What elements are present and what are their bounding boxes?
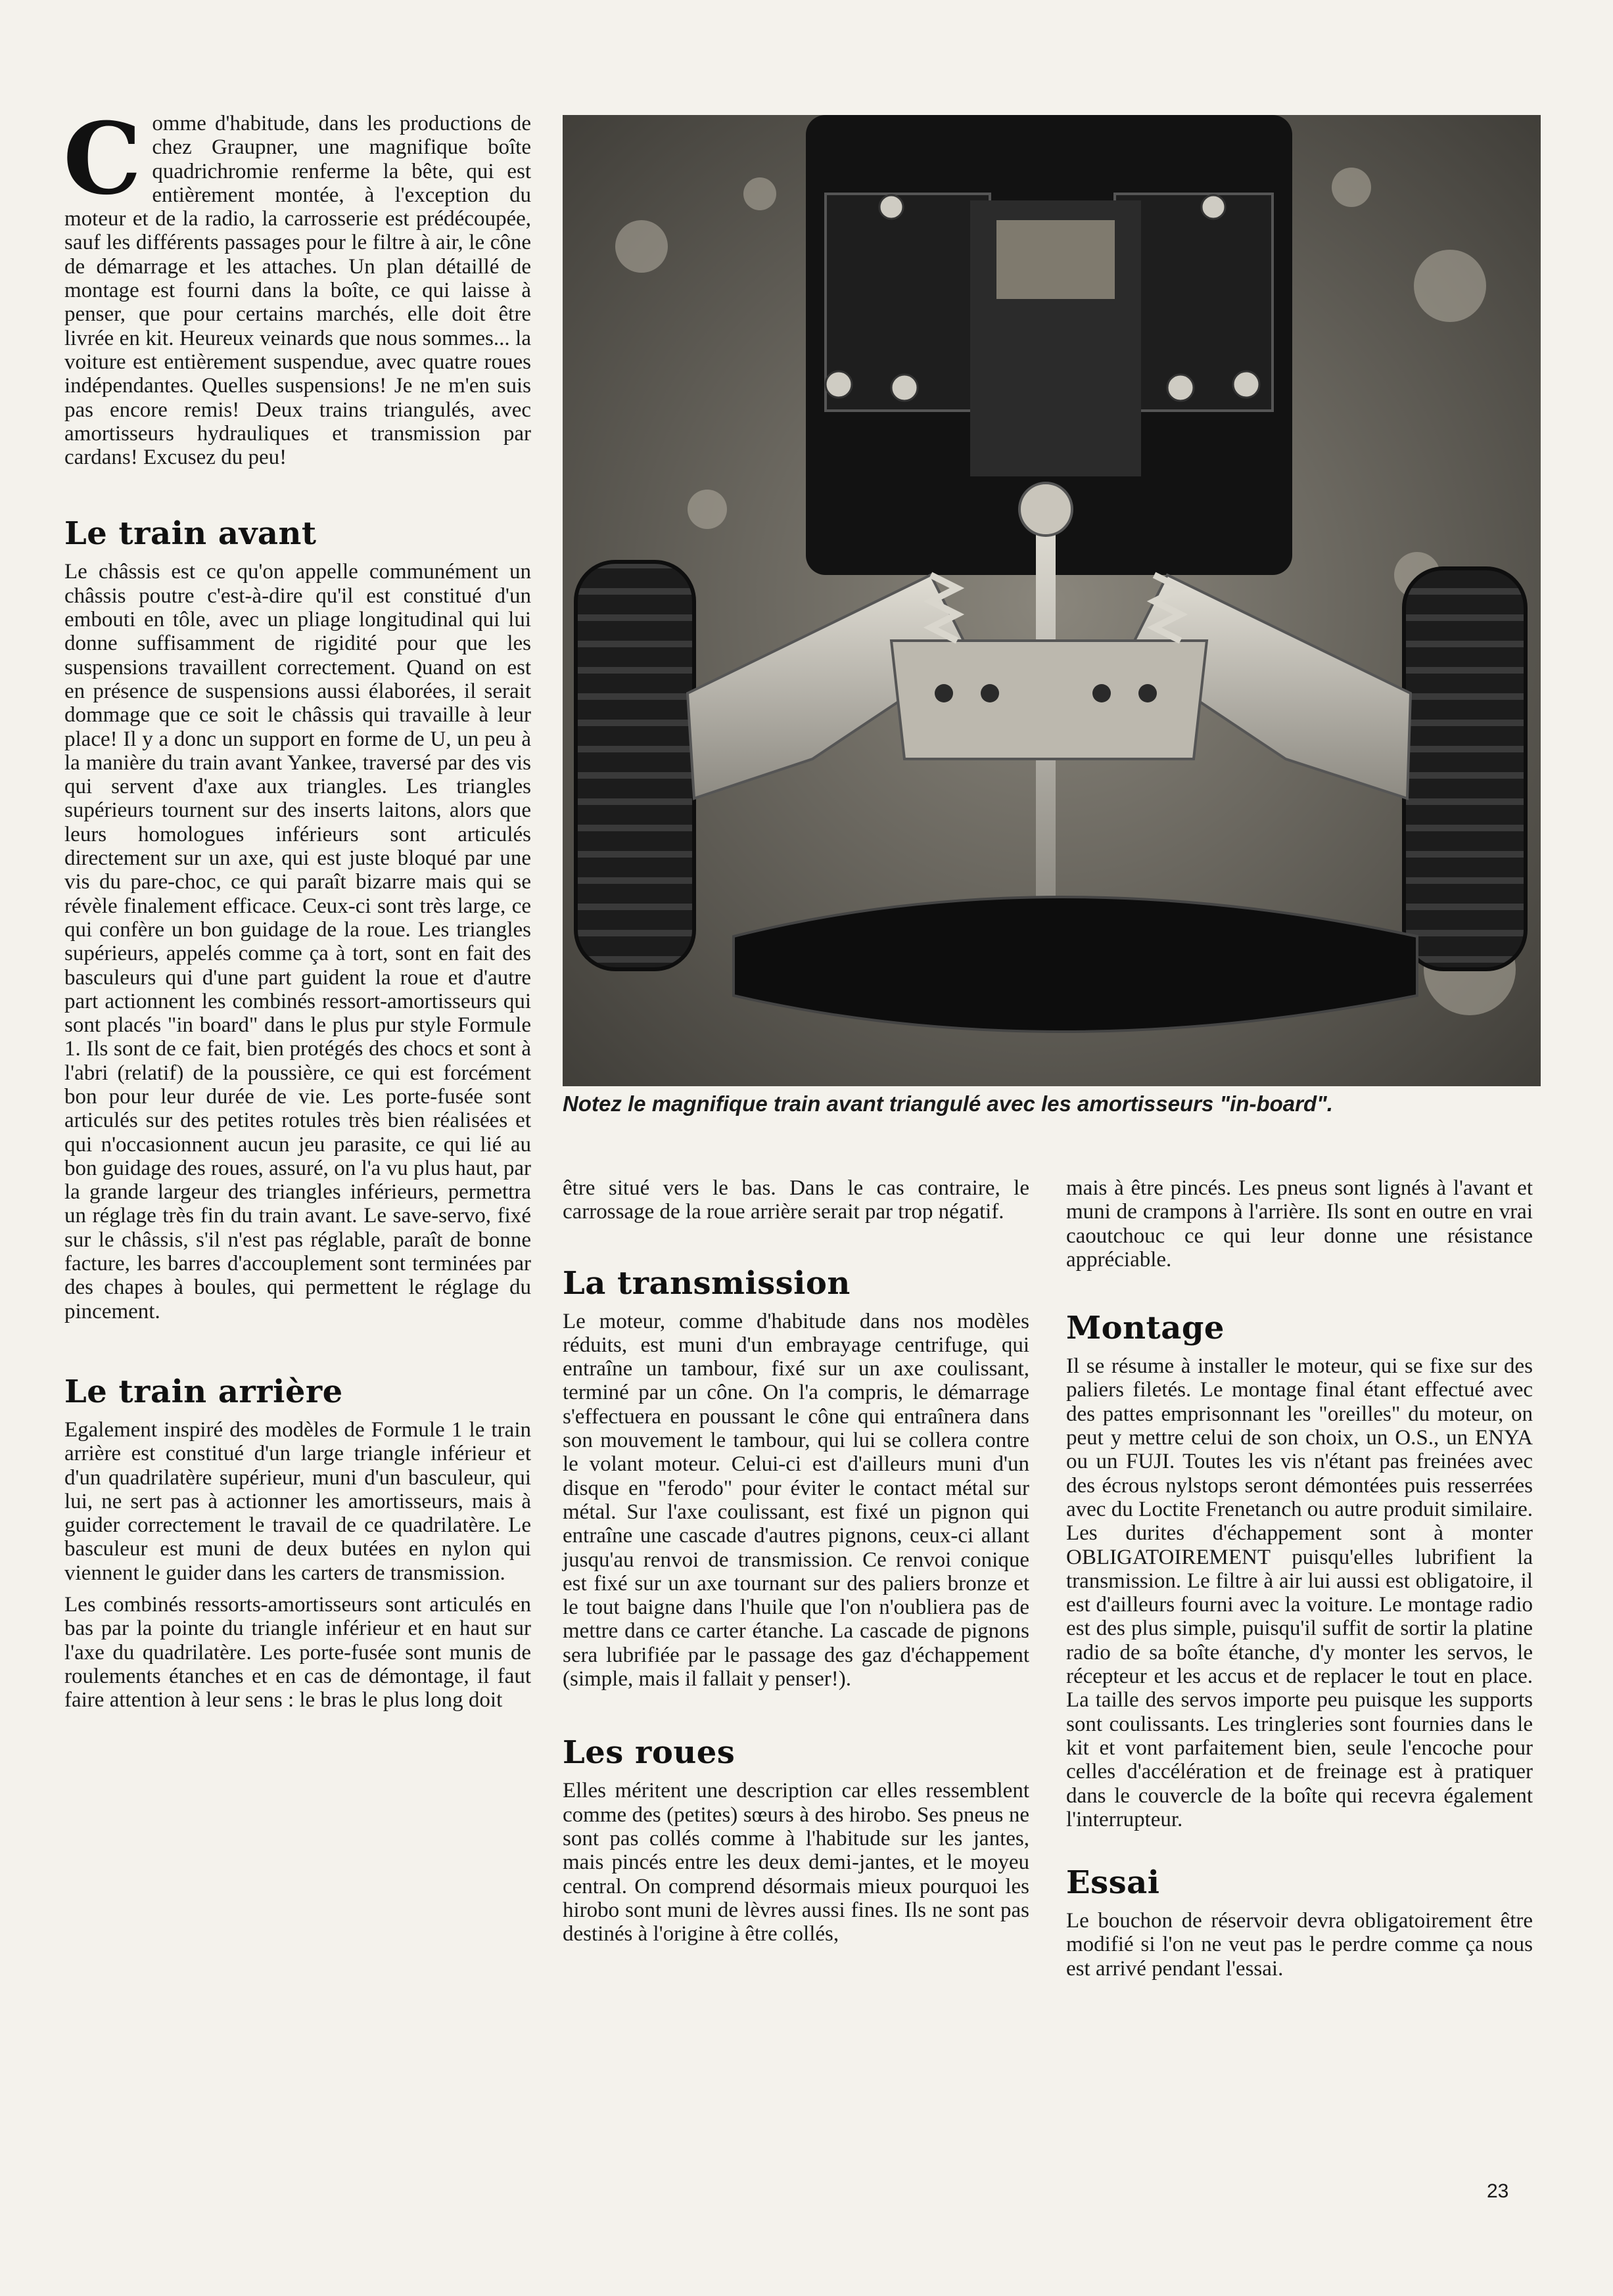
train-avant-text: Le châssis est ce qu'on appelle communément un châssis poutre c'est-à-dire qu'il est constitué d'un embouti en tôle, avec un pliage longitudinal qui lui donne suffisamment de rigidité pour que les suspensions travaillent correctement. Quand on est en présence de suspensions aussi élaborées, il serait dommage que ce soit le châssis qui travaille à leur place! Il y a donc un support en forme de U, un peu à la manière du train avant Yankee, traversé par des vis qui servent d'axe aux triangles. Les triangles supérieurs tournent sur des inserts laitons, alors que leurs homologues inférieurs sont articulés directement sur un axe, qui est juste bloqué par une vis du pare-choc, ce qui paraît bizarre mais qui se révèle finalement efficace. Ceux-ci sont très large, ce qui confère un bon guidage de la roue. Les triangles supérieurs, appelés comme ça à tort, sont en fait des basculeurs qui d'une part guident la roue et d'autre part actionnent les combinés ressort-amortisseurs qui sont placés "in board" dans le plus pur style Formule 1. Ils sont de ce fait, bien protégés des chocs et sont à l'abri (relatif) de la poussière, ce qui est forcément bon pour leur durée de vie. Les porte-fusée sont articulés sur des petites rotules très bien réalisées et qui n'occasionnent aucun jeu parasite, ce qui lié au bon guidage des roues, assuré, on l'a vu plus haut, par la grande largeur des triangles inférieurs, permettra un réglage très fin du train avant. Le save-servo, fixé sur le châssis, s'il n'est pas réglable, paraît de bonne facture, les barres d'accouplement sont terminées par des chapes à boules, qui permettent le réglage du pincement. <box>64 560 531 1323</box>
essai-text: Le bouchon de réservoir devra obligatoirement être modifié si l'on ne veut pas le perdre comme ça nous est arrivé pendant l'essai. <box>1066 1909 1533 1981</box>
intro-text: omme d'habitude, dans les productions de chez Graupner, une magnifique boîte quadrichromie renferme la bête, qui est entièrement montée, à l'exception du moteur et de la radio, la carrosserie est prédécoupée, sauf les différents passages pour le filtre à air, le cône de démarrage et les attaches. Un plan détaillé de montage est fourni dans la boîte, ce qui laisse à penser, que pour certains marchés, elle doit être livrée en kit. Heureux veinards que nous sommes... la voiture est entièrement suspendue, avec quatre roues indépendantes. Quelles suspensions! Je ne m'en suis pas encore remis! Deux trains triangulés, avec amortisseurs hydrauliques et transmission par cardans! Excusez du peu! <box>64 112 531 470</box>
col3-continuation: mais à être pincés. Les pneus sont lignés à l'avant et muni de crampons à l'arrière. Ils sont en outre en vrai caoutchouc ce qui leur donne une résistance appréciable. <box>1066 1176 1533 1272</box>
intro-paragraph <box>63 101 531 470</box>
photo-caption: Notez le magnifique train avant triangulé avec les amortisseurs "in-board". <box>563 1091 1333 1116</box>
montage-text: Il se résume à installer le moteur, qui se fixe sur des paliers filetés. Le montage final étant effectué avec des pattes emprisonnant les "oreilles" du moteur, on peut y mettre celui de son choix, un O.S., un ENYA ou un FUJI. Toutes les vis n'étant pas freinées avec des écrous nylstops seront démontées puis resserrées avec du Loctite Frenetanch ou autre produit similaire. Les durites d'échappement sont à monter OBLIGATOIREMENT puisqu'elles lubrifient la transmission. Le filtre à air lui aussi est obligatoire, il est d'ailleurs fourni avec la voiture. Le montage radio est des plus simple, puisqu'il suffit de sortir la platine radio de sa boîte étanche, d'y monter les servos, le récepteur et les accus et de replacer le tout en place. La taille des servos importe peu puisque les supports sont coulissants. Les tringleries sont fournies dans le kit et vont parfaitement bien, seule l'encoche pour celles d'accélération et de freinage est à pratiquer dans le couvercle de la boîte qui recevra également l'interrupteur. <box>1066 1354 1533 1831</box>
column-middle <box>563 1176 1029 1946</box>
heading-train-avant: Le train avant <box>64 515 317 553</box>
transmission-text: Le moteur, comme d'habitude dans nos modèles réduits, est muni d'un embrayage centrifuge, qui entraîne un tambour, fixé sur un axe coulissant, terminé par un cône. On l'a compris, le démarrage s'effectuera en poussant le cône qui entraînera dans son mouvement le tambour, qui lui se collera contre le volant moteur. Celui-ci est d'ailleurs muni d'un disque en "ferodo" pour éviter le contact métal sur métal. Sur l'axe coulissant, est fixé un pignon qui entraîne une cascade d'autres pignons, ceux-ci allant jusqu'au renvoi de transmission. Ce renvoi conique est fixé sur un axe tournant sur des paliers bronze et le tout baigne dans l'huile que l'on n'oubliera pas de mettre dans ce carter étanche. La cascade de pignons sera lubrifiée par le passage des gaz d'échappement (simple, mais il fallait y penser!). <box>563 1309 1029 1691</box>
col2-continuation: être situé vers le bas. Dans le cas contraire, le carrossage de la roue arrière serait par trop négatif. <box>563 1176 1029 1224</box>
roues-text: Elles méritent une description car elles ressemblent comme des (petites) sœurs à des hirobo. Ses pneus ne sont pas collés comme à l'habitude sur les jantes, mais pincés entre les deux demi-jantes, et le moyeu central. On comprend désormais mieux pourquoi les hirobo sont muni de lèvres aussi fines. Ils ne sont pas destinés à l'origine à être collés, <box>563 1779 1029 1946</box>
car-chassis-photo <box>563 115 1541 1086</box>
heading-transmission: La transmission <box>563 1264 851 1302</box>
page-number: 23 <box>1487 2180 1509 2202</box>
heading-montage: Montage <box>1066 1310 1225 1347</box>
heading-essai: Essai <box>1066 1864 1160 1902</box>
column-left <box>63 101 531 1712</box>
train-arriere-text-2: Les combinés ressorts-amortisseurs sont articulés en bas par la pointe du triangle inférieur et en haut sur l'axe du quadrilatère. Les porte-fusée sont munis de roulements étanches et en cas de démontage, il faut faire attention à leur sens : le bras le plus long doit <box>64 1593 531 1712</box>
heading-train-arriere: Le train arrière <box>64 1373 343 1410</box>
drop-cap: C <box>63 101 142 217</box>
column-right <box>1066 1176 1533 1981</box>
train-arriere-text-1: Egalement inspiré des modèles de Formule 1 le train arrière est constitué d'un large triangle inférieur et d'un quadrilatère supérieur, muni d'un basculeur, qui lui, ne sert pas à actionner les amortisseurs, mais à guider correctement le travail de ce quadrilatère. Le basculeur est muni de deux butées en nylon qui viennent le guider dans les carters de transmission. <box>64 1417 531 1585</box>
heading-roues: Les roues <box>563 1734 736 1772</box>
